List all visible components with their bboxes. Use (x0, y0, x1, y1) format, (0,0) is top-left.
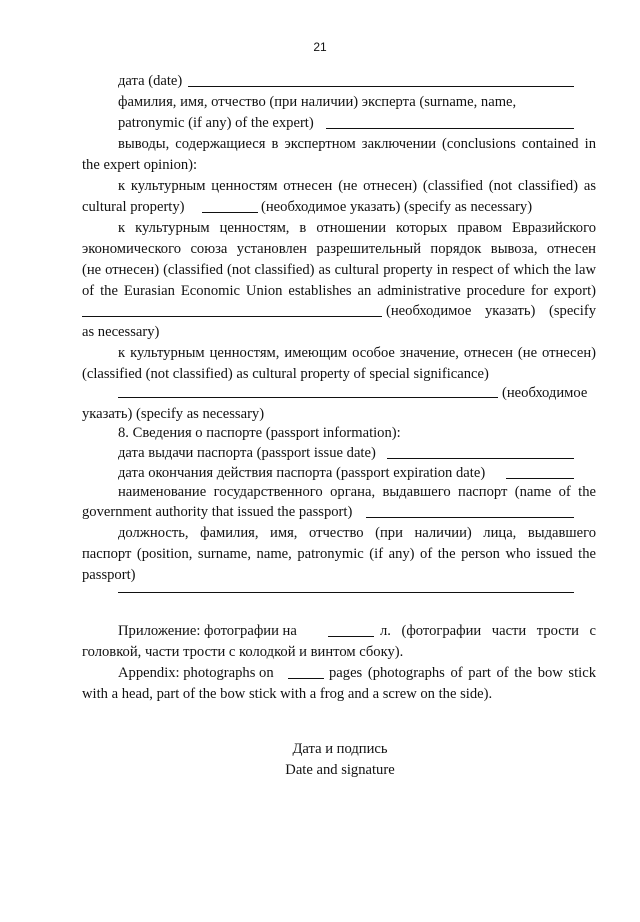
eaeu-line-5: (необходимое указать) (specify (386, 303, 596, 319)
special-line-2: (classified (not classified) as cultural property of special significance) (82, 366, 489, 382)
passport-issue-date: дата выдачи паспорта (passport issue date) (118, 445, 376, 461)
eaeu-line-4: of the Eurasian Economic Union establishes an administrative procedure for export) (82, 283, 596, 299)
eaeu-line-1: к культурным ценностям, в отношении которых правом Евразийского (118, 220, 596, 236)
appendix-en-line-1b: pages (photographs of part of the bow stick (329, 665, 596, 681)
issuer-blank (118, 592, 574, 593)
date-blank (188, 86, 574, 87)
eaeu-line-6: as necessary) (82, 324, 160, 340)
appendix-ru-line-2: головкой, части трости с колодкой и винтом сбоку). (82, 644, 404, 660)
appendix-en-line-1a: Appendix: photographs on (118, 665, 274, 681)
authority-line-1: наименование государственного органа, выдавшего паспорт (name of the (118, 484, 596, 500)
appendix-en-line-2: with a head, part of the bow stick with a frog and a screw on the side). (82, 686, 493, 702)
cultural-property-line-2b: (необходимое указать) (specify as necessary) (261, 199, 533, 215)
issuer-line-3: passport) (82, 567, 136, 583)
eaeu-blank (82, 316, 382, 317)
special-line-3: (необходимое (502, 385, 588, 401)
expert-name-line-2: patronymic (if any) of the expert) (118, 115, 314, 131)
cultural-property-line-2a: cultural property) (82, 199, 185, 215)
passport-expiration-blank (506, 478, 574, 479)
special-line-4: указать) (specify as necessary) (82, 406, 265, 422)
authority-line-2: government authority that issued the passport) (82, 504, 353, 520)
cultural-property-line-1: к культурным ценностям отнесен (не отнесен) (classified (not classified) as (118, 178, 596, 194)
special-line-1: к культурным ценностям, имеющим особое значение, отнесен (не отнесен) (118, 345, 596, 361)
signature-label-en: Date and signature (285, 762, 395, 778)
passport-issue-date-blank (387, 458, 574, 459)
eaeu-line-2: экономического союза установлен разрешительный порядок вывоза, отнесен (82, 241, 596, 257)
appendix-ru-line-1b: л. (фотографии части трости с (380, 623, 596, 639)
conclusions-line-1: выводы, содержащиеся в экспертном заключении (conclusions contained in (118, 136, 596, 152)
passport-expiration-date: дата окончания действия паспорта (passport expiration date) (118, 465, 486, 481)
appendix-en-blank (288, 678, 324, 679)
passport-heading: 8. Сведения о паспорте (passport information): (118, 425, 401, 441)
eaeu-line-3: (не отнесен) (classified (not classified) as cultural property in respect of which the law (82, 262, 596, 278)
issuer-line-2: паспорт (position, surname, name, patronymic (if any) of the person who issued the (82, 546, 596, 562)
issuer-line-1: должность, фамилия, имя, отчество (при наличии) лица, выдавшего (118, 525, 596, 541)
appendix-ru-blank (328, 636, 374, 637)
appendix-ru-line-1a: Приложение: фотографии на (118, 623, 297, 639)
date-label: дата (date) (118, 73, 183, 89)
expert-name-line-1: фамилия, имя, отчество (при наличии) эксперта (surname, name, (118, 94, 517, 110)
authority-blank (366, 517, 574, 518)
conclusions-line-2: the expert opinion): (82, 157, 198, 173)
expert-name-blank (326, 128, 574, 129)
page-number: 21 (313, 40, 327, 54)
signature-label-ru: Дата и подпись (292, 741, 388, 757)
special-blank (118, 397, 498, 398)
cultural-property-blank (202, 212, 258, 213)
